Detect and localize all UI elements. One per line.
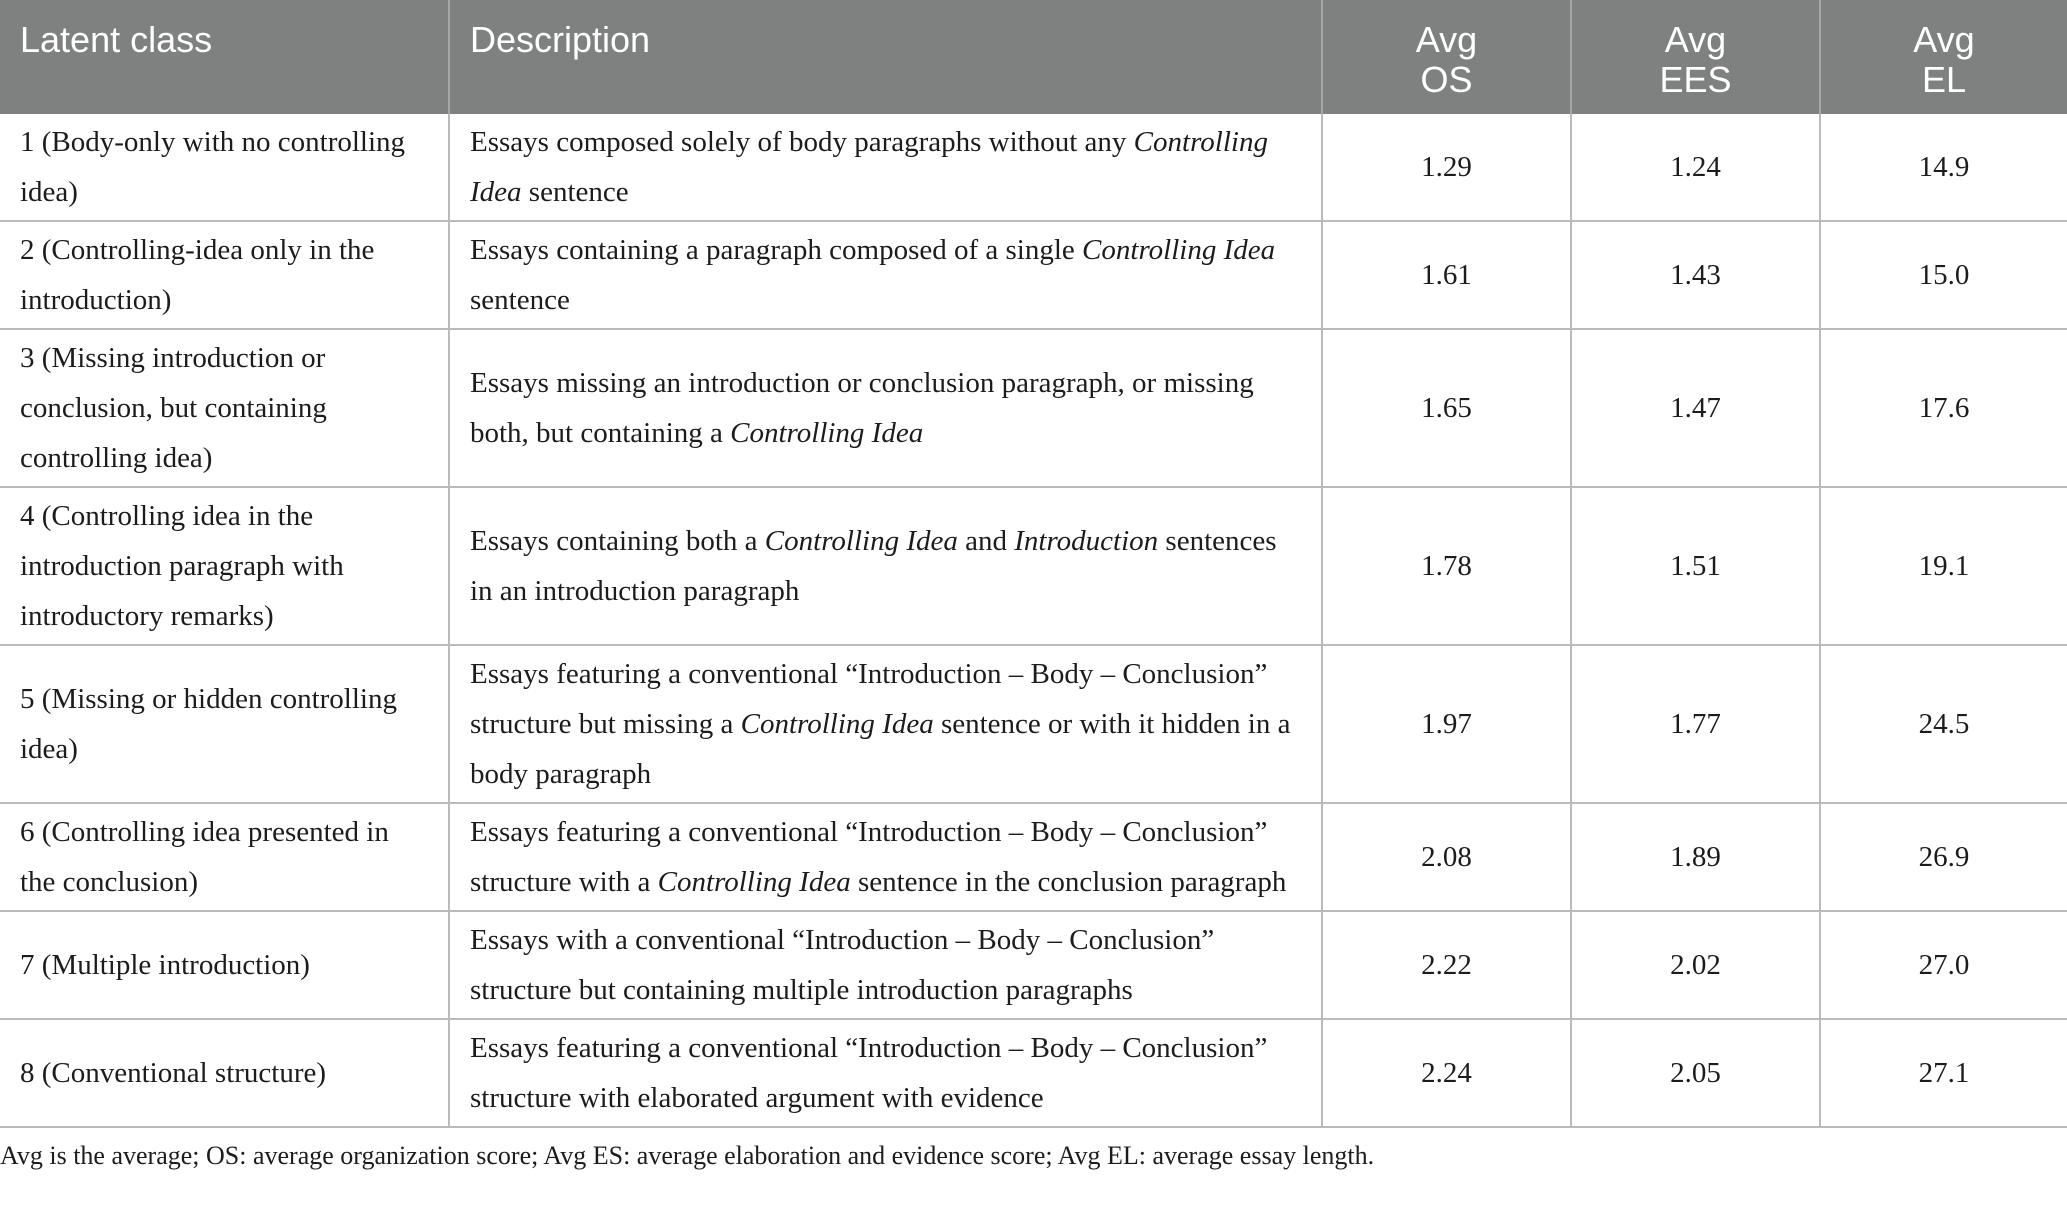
description-italic-term: Controlling Idea	[657, 866, 851, 898]
header-avg-os-line2: OS	[1420, 59, 1473, 100]
cell-description	[449, 911, 1322, 1019]
description-text: and	[957, 525, 1015, 557]
header-avg-os-line1: Avg	[1415, 19, 1478, 60]
header-row	[0, 0, 2067, 114]
cell-avg-el: 24.5	[1820, 645, 2067, 803]
cell-avg-os: 2.08	[1322, 803, 1571, 911]
description-text: Essays featuring a conventional “Introduction – Body – Conclusion” structure with elaborated argument with evidence	[470, 1032, 1268, 1114]
cell-avg-ees: 1.43	[1571, 221, 1820, 329]
cell-avg-ees: 1.89	[1571, 803, 1820, 911]
cell-avg-ees: 1.51	[1571, 487, 1820, 645]
table-row	[0, 329, 2067, 487]
cell-avg-ees: 1.24	[1571, 114, 1820, 221]
cell-latent-class: 3 (Missing introduction or conclusion, but containing controlling idea)	[0, 329, 449, 487]
description-italic-term: Controlling Idea	[470, 126, 1268, 208]
table-body	[0, 114, 2067, 1127]
table-header	[0, 0, 2067, 114]
cell-avg-el: 27.1	[1820, 1019, 2067, 1127]
table-row	[0, 221, 2067, 329]
cell-avg-el: 15.0	[1820, 221, 2067, 329]
table-footnote: Avg is the average; OS: average organization score; Avg ES: average elaboration and evidence score; Avg EL: average essay length.	[0, 1141, 1375, 1170]
header-latent-class: Latent class	[0, 0, 449, 114]
description-text: Essays containing both a	[470, 525, 765, 557]
cell-avg-ees: 2.02	[1571, 911, 1820, 1019]
cell-latent-class: 4 (Controlling idea in the introduction paragraph with introductory remarks)	[0, 487, 449, 645]
table-row	[0, 487, 2067, 645]
description-text: Essays with a conventional “Introduction – Body – Conclusion” structure but containing multiple introduction paragraphs	[470, 924, 1215, 1006]
cell-avg-os: 1.29	[1322, 114, 1571, 221]
cell-description	[449, 221, 1322, 329]
cell-avg-os: 1.78	[1322, 487, 1571, 645]
header-avg-el	[1820, 0, 2067, 114]
description-italic-term: Introduction	[1014, 525, 1159, 557]
cell-avg-os: 1.61	[1322, 221, 1571, 329]
cell-avg-el: 27.0	[1820, 911, 2067, 1019]
cell-description	[449, 645, 1322, 803]
cell-avg-os: 2.24	[1322, 1019, 1571, 1127]
cell-avg-os: 1.97	[1322, 645, 1571, 803]
cell-latent-class: 5 (Missing or hidden controlling idea)	[0, 645, 449, 803]
cell-avg-el: 19.1	[1820, 487, 2067, 645]
cell-description	[449, 114, 1322, 221]
cell-avg-el: 26.9	[1820, 803, 2067, 911]
cell-latent-class: 1 (Body-only with no controlling idea)	[0, 114, 449, 221]
header-description: Description	[449, 0, 1322, 114]
description-text: sentences in an introduction paragraph	[470, 525, 1277, 607]
description-text: Essays featuring a conventional “Introduction – Body – Conclusion” structure but missing a	[470, 658, 1268, 740]
cell-description	[449, 329, 1322, 487]
description-text: sentence or with it hidden in a body paragraph	[470, 708, 1291, 790]
description-text: Essays composed solely of body paragraphs without any	[470, 126, 1134, 158]
header-avg-el-line1: Avg	[1913, 19, 1975, 60]
cell-avg-el: 14.9	[1820, 114, 2067, 221]
header-avg-ees-line1: Avg	[1664, 19, 1727, 60]
cell-avg-ees: 2.05	[1571, 1019, 1820, 1127]
description-text: sentence	[521, 176, 629, 208]
description-italic-term: Controlling Idea	[730, 417, 924, 449]
description-text: Essays missing an introduction or conclusion paragraph, or missing both, but containing a	[470, 367, 1254, 449]
header-avg-ees-line2: EES	[1659, 59, 1732, 100]
description-text: sentence	[470, 284, 570, 316]
description-text: sentence in the conclusion paragraph	[850, 866, 1287, 898]
header-avg-os	[1322, 0, 1571, 114]
description-italic-term: Controlling Idea	[1082, 234, 1276, 266]
cell-avg-ees: 1.77	[1571, 645, 1820, 803]
table-row	[0, 911, 2067, 1019]
cell-description	[449, 1019, 1322, 1127]
table-row	[0, 645, 2067, 803]
cell-latent-class: 2 (Controlling-idea only in the introduction)	[0, 221, 449, 329]
cell-avg-os: 2.22	[1322, 911, 1571, 1019]
cell-avg-os: 1.65	[1322, 329, 1571, 487]
description-italic-term: Controlling Idea	[740, 708, 934, 740]
table-row	[0, 803, 2067, 911]
description-text: Essays containing a paragraph composed of a single	[470, 234, 1083, 266]
cell-description	[449, 803, 1322, 911]
table-row	[0, 1019, 2067, 1127]
cell-latent-class: 6 (Controlling idea presented in the conclusion)	[0, 803, 449, 911]
cell-latent-class: 7 (Multiple introduction)	[0, 911, 449, 1019]
description-text: Essays featuring a conventional “Introduction – Body – Conclusion” structure with a	[470, 816, 1268, 898]
cell-description	[449, 487, 1322, 645]
cell-avg-el: 17.6	[1820, 329, 2067, 487]
header-avg-ees	[1571, 0, 1820, 114]
table-row	[0, 114, 2067, 221]
cell-avg-ees: 1.47	[1571, 329, 1820, 487]
description-italic-term: Controlling Idea	[764, 525, 958, 557]
cell-latent-class: 8 (Conventional structure)	[0, 1019, 449, 1127]
header-avg-el-line2: EL	[1921, 59, 1967, 100]
